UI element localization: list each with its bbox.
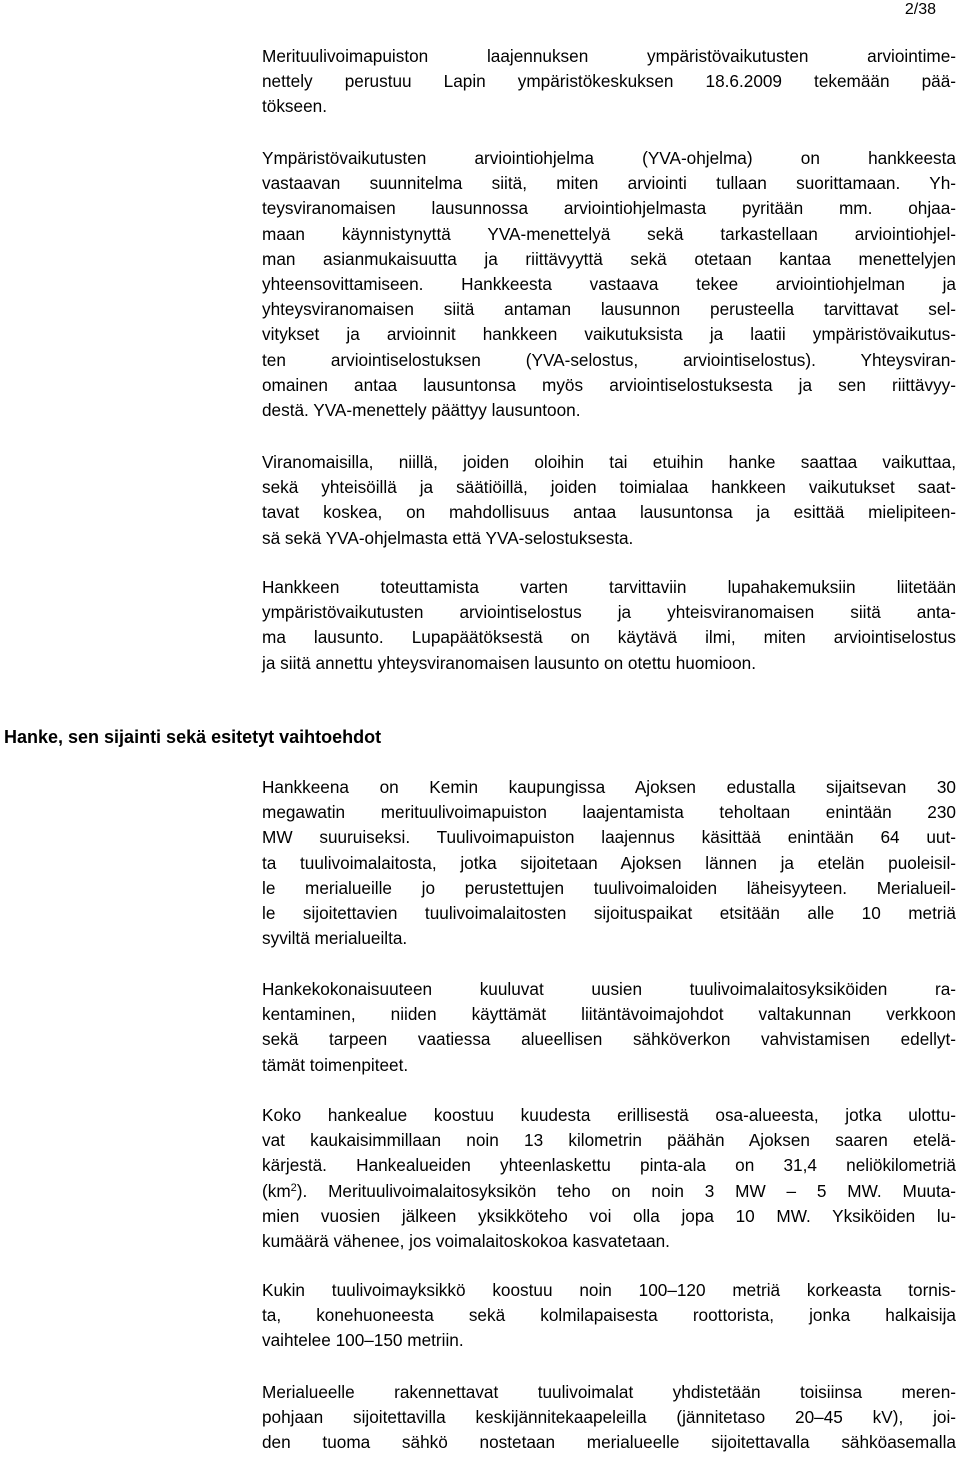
text-run: Merituulivoimapuiston laajennuksen ympäristövaikutusten arviointime- [262,46,956,66]
text-run: Ympäristövaikutusten arviointiohjelma (YVA-ohjelma) on hankkeesta [262,148,956,168]
text-line [262,851,956,876]
text-line [262,825,956,850]
text-line [262,901,956,926]
text-line [262,1103,956,1128]
text-line [262,1380,956,1405]
text-line [262,500,956,525]
text-line [262,69,956,94]
text-run: pohjaan sijoitettavilla keskijännitekaapeleilla (jännitetaso 20–45 kV), joi- [262,1407,956,1428]
text-run: yhteensovittamiseen. Hankkeesta vastaava tekee arviointiohjelman ja [262,274,956,294]
text-run: Koko hankealue koostuu kuudesta erillisestä osa-alueesta, jotka ulottu- [262,1105,956,1125]
text-run: nettely perustuu Lapin ympäristökeskuksen 18.6.2009 tekemään pää- [262,71,956,92]
text-line [262,526,633,551]
text-run: syviltä merialueilta. [262,928,408,949]
text-line [262,651,756,676]
text-line [262,1128,956,1153]
text-line [262,1430,956,1455]
text-run: ten arviointiselostuksen (YVA-selostus, arviointiselostus). Yhteysviran- [262,349,956,370]
text-run: megawatin merituulivoimapuiston laajentamista teholtaan enintään 230 [262,802,956,823]
page-number: 2/38 [904,1,936,18]
text-run: ). Merituulivoimalaitosyksikön teho on noin 3 MW – 5 MW. Muuta- [296,1180,956,1201]
text-line [262,398,580,423]
text-line [262,625,956,650]
text-line [262,1328,464,1353]
text-line [262,1303,956,1328]
text-run: Merialueelle rakennettavat tuulivoimalat yhdistetään toisiinsa meren- [262,1382,956,1402]
text-run: ympäristövaikutusten arviointiselostus ja yhteisviranomaisen siitä anta- [262,602,956,623]
text-run: den tuoma sähkö nostetaan merialueelle sijoitettavalla sähköasemalla [262,1432,956,1453]
text-line [262,1204,956,1229]
text-line [262,1027,956,1052]
text-run: tämät toimenpiteet. [262,1054,409,1075]
text-line [262,44,956,69]
section-heading: Hanke, sen sijainti sekä esitetyt vaihtoehdot [4,727,382,747]
text-line [262,1229,670,1254]
text-line [262,171,956,196]
text-run: vat kaukaisimmillaan noin 13 kilometrin päähän Ajoksen saaren etelä- [262,1130,956,1151]
text-line [262,1405,956,1430]
text-run: vaihtelee 100–150 metriin. [262,1330,464,1351]
text-run: tökseen. [262,96,327,117]
text-run: kärjestä. Hankealueiden yhteenlaskettu pinta-ala on 31,4 neliökilometriä [262,1155,956,1176]
text-run: ma lausunto. Lupapäätöksestä on käytävä ilmi, miten arviointiselostus [262,627,956,648]
text-line [262,373,956,398]
text-run: teysviranomaisen lausunnossa arviointiohjelmasta pyritään mm. ohjaa- [262,198,956,219]
text-line [262,94,327,119]
text-run: ta, konehuoneesta sekä kolmilapaisesta roottorista, jonka halkaisija [262,1305,956,1326]
text-line [262,926,407,951]
text-line [262,322,956,347]
text-run: Hankekokonaisuuteen kuuluvat uusien tuulivoimalaitosyksiköiden ra- [262,979,956,999]
text-run: Viranomaisilla, niillä, joiden oloihin tai etuihin hanke saattaa vaikuttaa, [262,452,956,472]
text-line [262,247,956,272]
text-line [262,1179,956,1204]
text-run: sekä tarpeen vaatiessa alueellisen sähköverkon vahvistamisen edellyt- [262,1029,956,1050]
text-run: MW suuruiseksi. Tuulivoimapuiston laajennus käsittää enintään 64 uut- [262,827,956,848]
text-line [262,1153,956,1178]
text-run: vastaavan suunnitelma siitä, miten arviointi tullaan suorittamaan. Yh- [262,173,956,194]
text-run: kentaminen, niiden käyttämät liitäntävoimajohdot valtakunnan verkkoon [262,1004,956,1025]
text-run: destä. YVA-menettely päättyy lausuntoon. [262,400,581,420]
text-line [262,775,956,800]
text-line [262,348,956,373]
text-run: sä sekä YVA-ohjelmasta että YVA-selostuksesta. [262,527,634,548]
text-run: le merialueille jo perustettujen tuulivoimaloiden läheisyyteen. Merialueil- [262,877,956,898]
text-run: kumäärä vähenee, jos voimalaitoskokoa kasvatetaan. [262,1231,670,1251]
text-line [262,800,956,825]
text-line [262,575,956,600]
text-run: ta tuulivoimalaitosta, jotka sijoitetaan Ajoksen lännen ja etelän puoleisil- [262,852,956,873]
text-run: Hankkeen toteuttamista varten tarvittaviin lupahakemuksiin liitetään [262,577,956,597]
text-line [262,600,956,625]
text-run: mien vuosien jälkeen yksikköteho voi olla jopa 10 MW. Yksiköiden lu- [262,1205,956,1226]
text-line [262,977,956,1002]
text-run: maan käynnistynyttä YVA-menettelyä sekä tarkastellaan arviointiohjel- [262,223,956,244]
text-line [262,876,956,901]
text-line [262,297,956,322]
text-line [262,272,956,297]
text-line [262,146,956,171]
text-run: yhteysviranomaisen siitä antaman lausunnon perusteella tarvittavat sel- [262,299,956,320]
text-run: vitykset ja arvioinnit hankkeen vaikutuksista ja laatii ympäristövaikutus- [262,324,956,345]
text-run: sekä yhteisöillä ja säätiöillä, joiden toimialaa hankkeen vaikutukset saat- [262,477,956,498]
superscript: 2 [290,1181,297,1194]
text-run: Kukin tuulivoimayksikkö koostuu noin 100–120 metriä korkeasta tornis- [262,1280,956,1300]
text-line [262,1278,956,1303]
text-run: le sijoitettavien tuulivoimalaitosten sijoituspaikat etsitään alle 10 metriä [262,903,956,923]
text-run: Hankkeena on Kemin kaupungissa Ajoksen edustalla sijaitsevan 30 [262,777,956,797]
text-line [262,222,956,247]
text-run: man asianmukaisuutta ja riittävyyttä sekä otetaan kantaa menettelyjen [262,248,956,269]
text-run: ja siitä annettu yhteysviranomaisen lausunto on otettu huomioon. [262,652,756,673]
text-line [262,1002,956,1027]
text-line [262,475,956,500]
text-line [262,450,956,475]
text-run: omainen antaa lausuntonsa myös arviointiselostuksesta ja sen riittävyy- [262,374,956,395]
text-line [262,196,956,221]
text-line [262,1053,408,1078]
text-run: tavat koskea, on mahdollisuus antaa lausuntonsa ja esittää mielipiteen- [262,502,956,523]
text-run: (km [262,1180,291,1201]
